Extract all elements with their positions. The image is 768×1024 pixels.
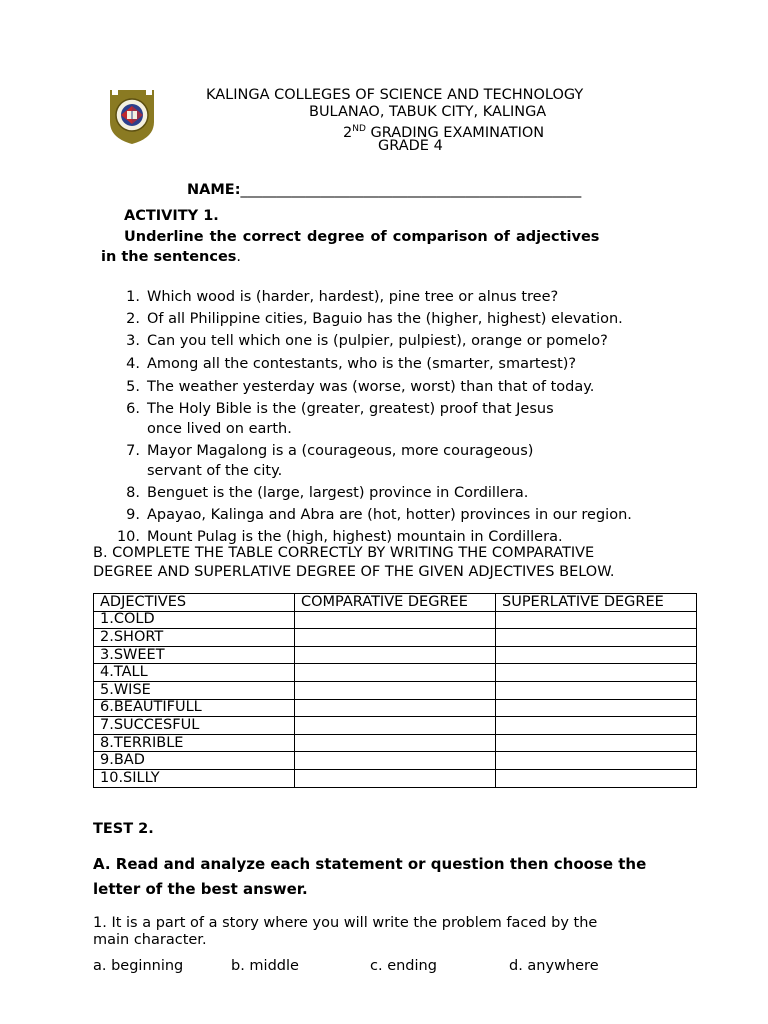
adjective-cell: 4.TALL <box>94 664 295 682</box>
table-row <box>94 734 697 752</box>
item-text-line2: servant of the city. <box>147 463 283 479</box>
choice-c[interactable]: c. ending <box>370 958 437 974</box>
test2-instruction-line2: letter of the best answer. <box>93 880 308 898</box>
list-item <box>110 399 554 439</box>
superlative-cell[interactable] <box>496 752 697 770</box>
list-item <box>110 331 608 351</box>
item-number: 3. <box>126 333 140 349</box>
superlative-cell[interactable] <box>496 629 697 647</box>
table-row <box>94 681 697 699</box>
school-name: KALINGA COLLEGES OF SCIENCE AND TECHNOLOGY <box>206 87 584 103</box>
test2-instruction-line1: A. Read and analyze each statement or question then choose the <box>93 855 647 873</box>
superlative-cell[interactable] <box>496 717 697 735</box>
activity1-instruction-line2 <box>101 249 241 265</box>
activity1-instruction-text: in the sentences <box>101 249 237 265</box>
superlative-cell[interactable] <box>496 681 697 699</box>
item-number: 5. <box>126 379 140 395</box>
choice-b[interactable]: b. middle <box>231 958 299 974</box>
list-item <box>110 354 576 374</box>
list-item <box>110 441 533 481</box>
partb-instruction-line1: B. COMPLETE THE TABLE CORRECTLY BY WRITING THE COMPARATIVE <box>93 545 595 561</box>
adjective-cell: 1.COLD <box>94 611 295 629</box>
item-text: Mount Pulag is the (high, highest) mountain in Cordillera. <box>147 529 563 545</box>
adjective-cell: 9.BAD <box>94 752 295 770</box>
item-number: 9. <box>126 507 140 523</box>
item-number: 1. <box>126 289 140 305</box>
item-text <box>147 441 533 481</box>
item-number: 6. <box>126 401 140 417</box>
school-address: BULANAO, TABUK CITY, KALINGA <box>309 104 547 120</box>
table-row <box>94 611 697 629</box>
comparative-cell[interactable] <box>295 646 496 664</box>
table-row <box>94 646 697 664</box>
adjective-cell: 8.TERRIBLE <box>94 734 295 752</box>
comparative-cell[interactable] <box>295 664 496 682</box>
item-text-line2: once lived on earth. <box>147 421 292 437</box>
item-text <box>147 399 554 439</box>
exam-ordinal-sup: ND <box>352 124 366 134</box>
adjective-cell: 5.WISE <box>94 681 295 699</box>
comparative-cell[interactable] <box>295 769 496 787</box>
activity1-title: ACTIVITY 1. <box>124 208 219 224</box>
item-text: Apayao, Kalinga and Abra are (hot, hotter) provinces in our region. <box>147 507 632 523</box>
item-text: Benguet is the (large, largest) province in Cordillera. <box>147 485 529 501</box>
comparative-cell[interactable] <box>295 752 496 770</box>
superlative-cell[interactable] <box>496 611 697 629</box>
test2-title: TEST 2. <box>93 821 154 837</box>
superlative-cell[interactable] <box>496 734 697 752</box>
header-comparative: COMPARATIVE DEGREE <box>295 594 496 612</box>
name-field[interactable] <box>187 182 581 198</box>
question1-line2: main character. <box>93 932 207 948</box>
adjective-cell: 10.SILLY <box>94 769 295 787</box>
choice-a[interactable]: a. beginning <box>93 958 184 974</box>
comparative-cell[interactable] <box>295 611 496 629</box>
item-text: Of all Philippine cities, Baguio has the (higher, highest) elevation. <box>147 311 623 327</box>
list-item <box>110 505 632 525</box>
list-item <box>110 309 623 329</box>
list-item <box>110 527 563 547</box>
superlative-cell[interactable] <box>496 664 697 682</box>
exam-title <box>343 121 544 142</box>
table-row <box>94 717 697 735</box>
item-number: 7. <box>126 443 140 459</box>
activity1-instruction-line1: Underline the correct degree of comparison of adjectives <box>124 229 600 245</box>
grade-level: GRADE 4 <box>378 138 443 154</box>
question1-line1: 1. It is a part of a story where you will write the problem faced by the <box>93 915 598 931</box>
name-label: NAME: <box>187 182 241 198</box>
item-number: 8. <box>126 485 140 501</box>
item-number: 10. <box>116 529 140 545</box>
item-text: Which wood is (harder, hardest), pine tree or alnus tree? <box>147 289 559 305</box>
partb-instruction-line2: DEGREE AND SUPERLATIVE DEGREE OF THE GIVEN ADJECTIVES BELOW. <box>93 564 615 580</box>
header-superlative: SUPERLATIVE DEGREE <box>496 594 697 612</box>
list-item <box>110 287 558 307</box>
table-header-row <box>94 594 697 612</box>
item-text-line1: The Holy Bible is the (greater, greatest) proof that Jesus <box>147 401 554 417</box>
superlative-cell[interactable] <box>496 699 697 717</box>
adjective-cell: 2.SHORT <box>94 629 295 647</box>
table-row <box>94 664 697 682</box>
table-row <box>94 629 697 647</box>
activity1-instruction-period: . <box>236 249 242 265</box>
item-text-line1: Mayor Magalong is a (courageous, more courageous) <box>147 443 534 459</box>
comparative-cell[interactable] <box>295 734 496 752</box>
exam-title-rest: GRADING EXAMINATION <box>365 125 545 141</box>
adjective-cell: 6.BEAUTIFULL <box>94 699 295 717</box>
item-number: 2. <box>126 311 140 327</box>
comparative-cell[interactable] <box>295 717 496 735</box>
name-blank[interactable]: _______________________________________________ <box>240 182 582 198</box>
adjectives-table <box>93 593 697 788</box>
table-row <box>94 699 697 717</box>
superlative-cell[interactable] <box>496 646 697 664</box>
table-row <box>94 769 697 787</box>
adjective-cell: 7.SUCCESFUL <box>94 717 295 735</box>
comparative-cell[interactable] <box>295 699 496 717</box>
table-row <box>94 752 697 770</box>
item-text: The weather yesterday was (worse, worst) than that of today. <box>147 379 595 395</box>
comparative-cell[interactable] <box>295 629 496 647</box>
item-number: 4. <box>126 356 140 372</box>
item-text: Among all the contestants, who is the (smarter, smartest)? <box>147 356 577 372</box>
item-text: Can you tell which one is (pulpier, pulpiest), orange or pomelo? <box>147 333 608 349</box>
choice-d[interactable]: d. anywhere <box>509 958 599 974</box>
exam-ordinal: 2 <box>343 125 353 141</box>
comparative-cell[interactable] <box>295 681 496 699</box>
list-item <box>110 377 594 397</box>
header-adjectives: ADJECTIVES <box>94 594 295 612</box>
adjective-cell: 3.SWEET <box>94 646 295 664</box>
superlative-cell[interactable] <box>496 769 697 787</box>
school-logo <box>108 88 156 146</box>
list-item <box>110 483 528 503</box>
